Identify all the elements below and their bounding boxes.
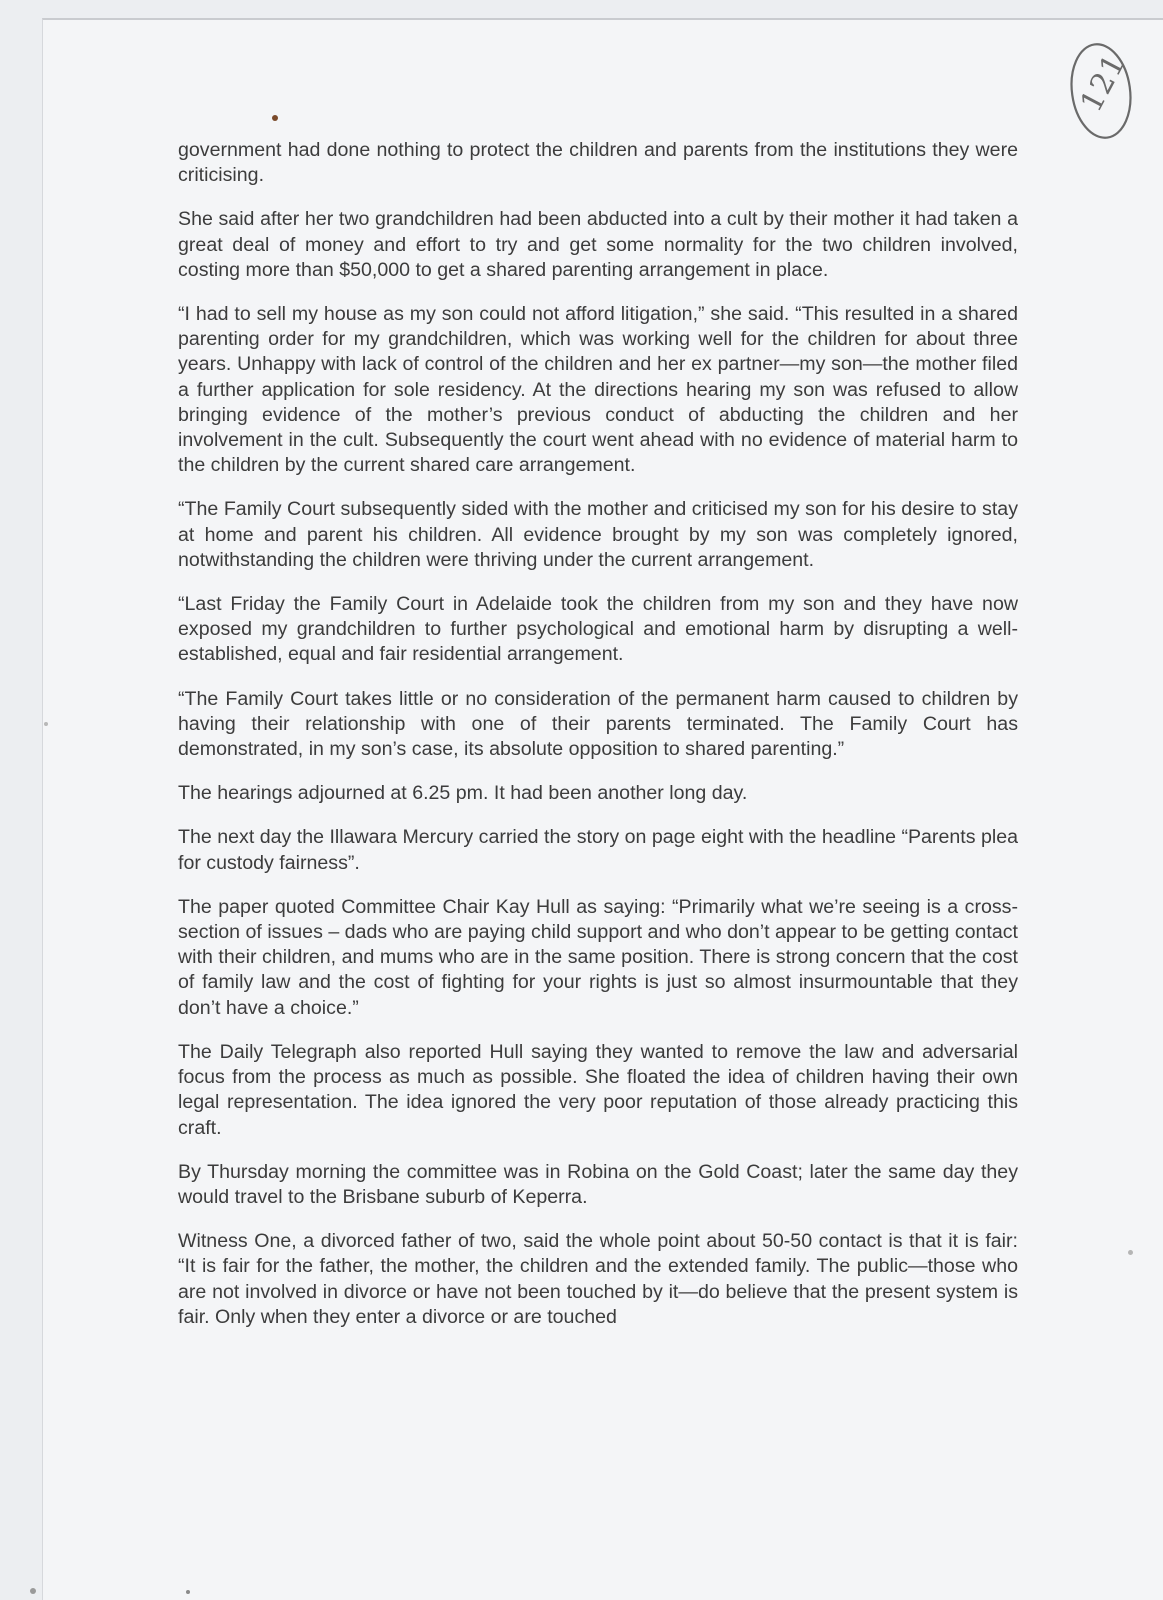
paragraph: government had done nothing to protect the children and parents from the institutions they were criticising. <box>178 139 1018 187</box>
paragraph: “Last Friday the Family Court in Adelaide took the children from my son and they have now exposed my grandchildren to further psychological and emotional harm by disrupting a well-established, equal and fair residential arrangement. <box>178 593 1018 666</box>
paragraph: Witness One, a divorced father of two, said the whole point about 50-50 contact is that it is fair: “It is fair for the father, the mother, the children and the extended family. The public—those who are not involved in divorce or have not been touched by it—do believe that the present system is fair. Only when they enter a divorce or are touched <box>178 1230 1018 1328</box>
body-text <box>178 138 1018 1349</box>
paragraph: The hearings adjourned at 6.25 pm. It had been another long day. <box>178 782 748 805</box>
paragraph: The paper quoted Committee Chair Kay Hull as saying: “Primarily what we’re seeing is a cross-section of issues – dads who are paying child support and who don’t appear to be getting contact with their children, and mums who are in the same position. There is strong concern that the cost of family law and the cost of fighting for your rights is just so almost insurmountable that they don’t have a choice.” <box>178 895 1018 1019</box>
paragraph: The next day the Illawara Mercury carried the story on page eight with the headline “Parents plea for custody fairness”. <box>178 826 1018 874</box>
paragraph: “The Family Court subsequently sided with the mother and criticised my son for his desire to stay at home and parent his children. All evidence brought by my son was completely ignored, notwithstanding the children were thriving under the current arrangement. <box>178 498 1018 571</box>
paragraph: “The Family Court takes little or no consideration of the permanent harm caused to children by having their relationship with one of their parents terminated. The Family Court has demonstrated, in my son’s case, its absolute opposition to shared parenting.” <box>178 687 1018 761</box>
page-number-text: 121 <box>1073 48 1134 118</box>
paragraph: She said after her two grandchildren had been abducted into a cult by their mother it had taken a great deal of money and effort to try and get some normality for the two children involved, costing more than $50,000 to get a shared parenting arrangement in place. <box>178 208 1018 281</box>
ink-speck <box>1128 1250 1133 1255</box>
paragraph: By Thursday morning the committee was in Robina on the Gold Coast; later the same day they would travel to the Brisbane suburb of Keperra. <box>178 1160 1018 1208</box>
ink-speck <box>186 1590 190 1594</box>
handwritten-page-number <box>1066 38 1136 144</box>
ink-speck <box>272 115 278 121</box>
paragraph: The Daily Telegraph also reported Hull saying they wanted to remove the law and adversarial focus from the process as much as possible. She floated the idea of children having their own legal representation. The idea ignored the very poor reputation of those already practicing this craft. <box>178 1040 1018 1139</box>
paragraph: “I had to sell my house as my son could not afford litigation,” she said. “This resulted in a shared parenting order for my grandchildren, which was working well for the children for about three years. Unhappy with lack of control of the children and her ex partner—my son—the mother filed a further application for sole residency. At the directions hearing my son was refused to allow bringing evidence of the mother’s previous conduct of abducting the children and her involvement in the cult. Subsequently the court went ahead with no evidence of material harm to the children by the current shared care arrangement. <box>178 303 1018 477</box>
ink-speck <box>30 1588 36 1594</box>
ink-speck <box>44 722 48 726</box>
